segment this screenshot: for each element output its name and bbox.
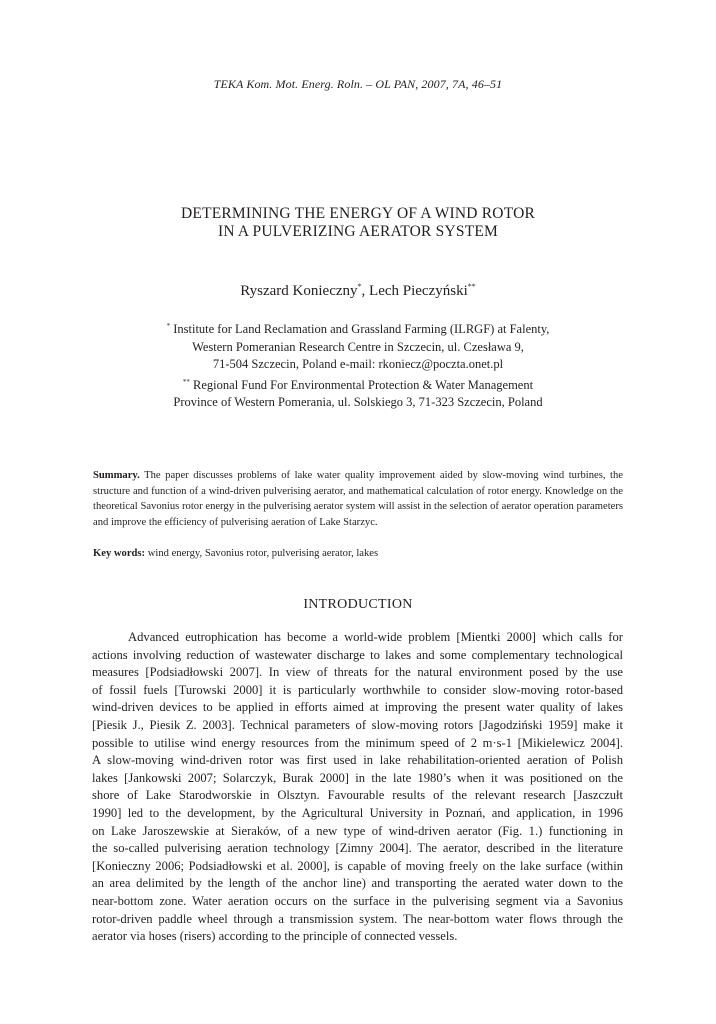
body-text-line: wind-driven devices to be applied in efforts aimed at improving the present water quality of lakes [92, 700, 623, 715]
body-text-line: possible to utilise wind energy resources from the minimum speed of 2 m·s-1 [Mikielewicz 2004]. [92, 735, 623, 750]
affiliation-line [0, 318, 716, 339]
paper-title [0, 205, 716, 241]
body-text-line: A slow-moving wind-driven rotor was first used in lake rehabilitation-oriented aeration of Polish [92, 753, 623, 768]
keywords-label: Key words: [93, 548, 146, 559]
journal-citation: TEKA Kom. Mot. Energ. Roln. – OL PAN, 2007, 7A, 46–51 [213, 77, 503, 91]
body-text-line: 1990] led to the development, by the Agricultural University in Poznań, and application, in 1996 [92, 805, 623, 820]
author-name: Lech Pieczyński [369, 283, 468, 299]
affiliation-line: Western Pomeranian Research Centre in Szczecin, ul. Czesława 9, [192, 339, 524, 354]
body-text-line: [Konieczny 2006; Podsiadłowski et al. 2000], is capable of moving freely on the lake surface (within [92, 858, 623, 873]
paper-title-line: DETERMINING THE ENERGY OF A WIND ROTOR [180, 205, 536, 222]
body-text-line: shore of Lake Starodworskie in Olsztyn. Favourable results of the relevant research [Jaszczułt [92, 788, 623, 803]
author-footnote-mark: * [357, 282, 362, 291]
affiliation-mark: ** [182, 377, 190, 386]
author-separator: , [361, 283, 370, 299]
affiliation-line [0, 374, 716, 395]
affiliation-text: Regional Fund For Environmental Protection & Water Management [189, 377, 534, 392]
affiliations [0, 318, 716, 412]
body-text-line: the so-called pulverising aeration technology [Zimny 2004]. The aerator, described in the literature [92, 841, 623, 856]
body-text-line: actions involving reduction of wastewater discharge to lakes and some complementary technological [92, 647, 623, 662]
author-footnote-mark: ** [467, 282, 476, 291]
body-text-line: on Lake Jaroszewskie at Sieraków, of a new type of wind-driven aerator (Fig. 1.) functioning in [92, 823, 623, 838]
body-text-line: [Piesik J., Piesik Z. 2003]. Technical parameters of slow-moving rotors [Jagodziński 1959] make it [92, 717, 623, 732]
section-heading: INTRODUCTION [303, 597, 413, 612]
author-list [0, 282, 716, 300]
affiliation-line: 71-504 Szczecin, Poland e-mail: rkoniecz@poczta.onet.pl [212, 357, 504, 372]
body-text-line: measures [Podsiadłowski 2007]. In view of threats for the natural environment posed by the use [92, 665, 623, 680]
body-text-line: Advanced eutrophication has become a world-wide problem [Mientki 2000] which calls for [128, 630, 623, 644]
author-name: Ryszard Konieczny [240, 283, 358, 299]
paper-title-line: IN A PULVERIZING AERATOR SYSTEM [217, 223, 499, 240]
body-text-line: rotor-driven paddle wheel through a transmission system. The near-bottom water flows through the [92, 911, 623, 926]
affiliation-text: Institute for Land Reclamation and Grassland Farming (ILRGF) at Falenty, [170, 322, 550, 336]
keywords [93, 546, 623, 562]
body-text-line: aerator via hoses (risers) according to the principle of connected vessels. [92, 929, 458, 944]
body-text-line: near-bottom zone. Water aeration occurs on the surface in the pulverising segment via a Savonius [92, 893, 623, 908]
introduction-body [92, 629, 623, 946]
body-text-line: of fossil fuels [Turowski 2000] it is particularly worthwhile to consider slow-moving rotor-based [92, 682, 623, 697]
summary-label: Summary. [93, 470, 140, 481]
body-text-line: lakes [Jankowski 2007; Solarczyk, Burak 2000] in the late 1980’s when it was positioned on the [92, 770, 623, 785]
affiliation-line: Province of Western Pomerania, ul. Solskiego 3, 71-323 Szczecin, Poland [173, 395, 543, 410]
keywords-text: wind energy, Savonius rotor, pulverising aerator, lakes [145, 548, 379, 559]
affiliation-mark: * [166, 322, 171, 330]
body-text-line: an area delimited by the length of the anchor line) and transporting the aerated water down to the [92, 876, 623, 891]
summary-paragraph [93, 468, 623, 530]
summary-text: The paper discusses problems of lake water quality improvement aided by slow-moving wind turbines, the structure and function of a wind-driven pulverising aerator, and mathematical calculation of rotor energy. Knowledge on the theoretical Savonius rotor energy in the pulverising aerator system will assist in the selection of aerator operation parameters and improve the efficiency of pulverising aeration of Lake Starzyc. [93, 470, 623, 528]
